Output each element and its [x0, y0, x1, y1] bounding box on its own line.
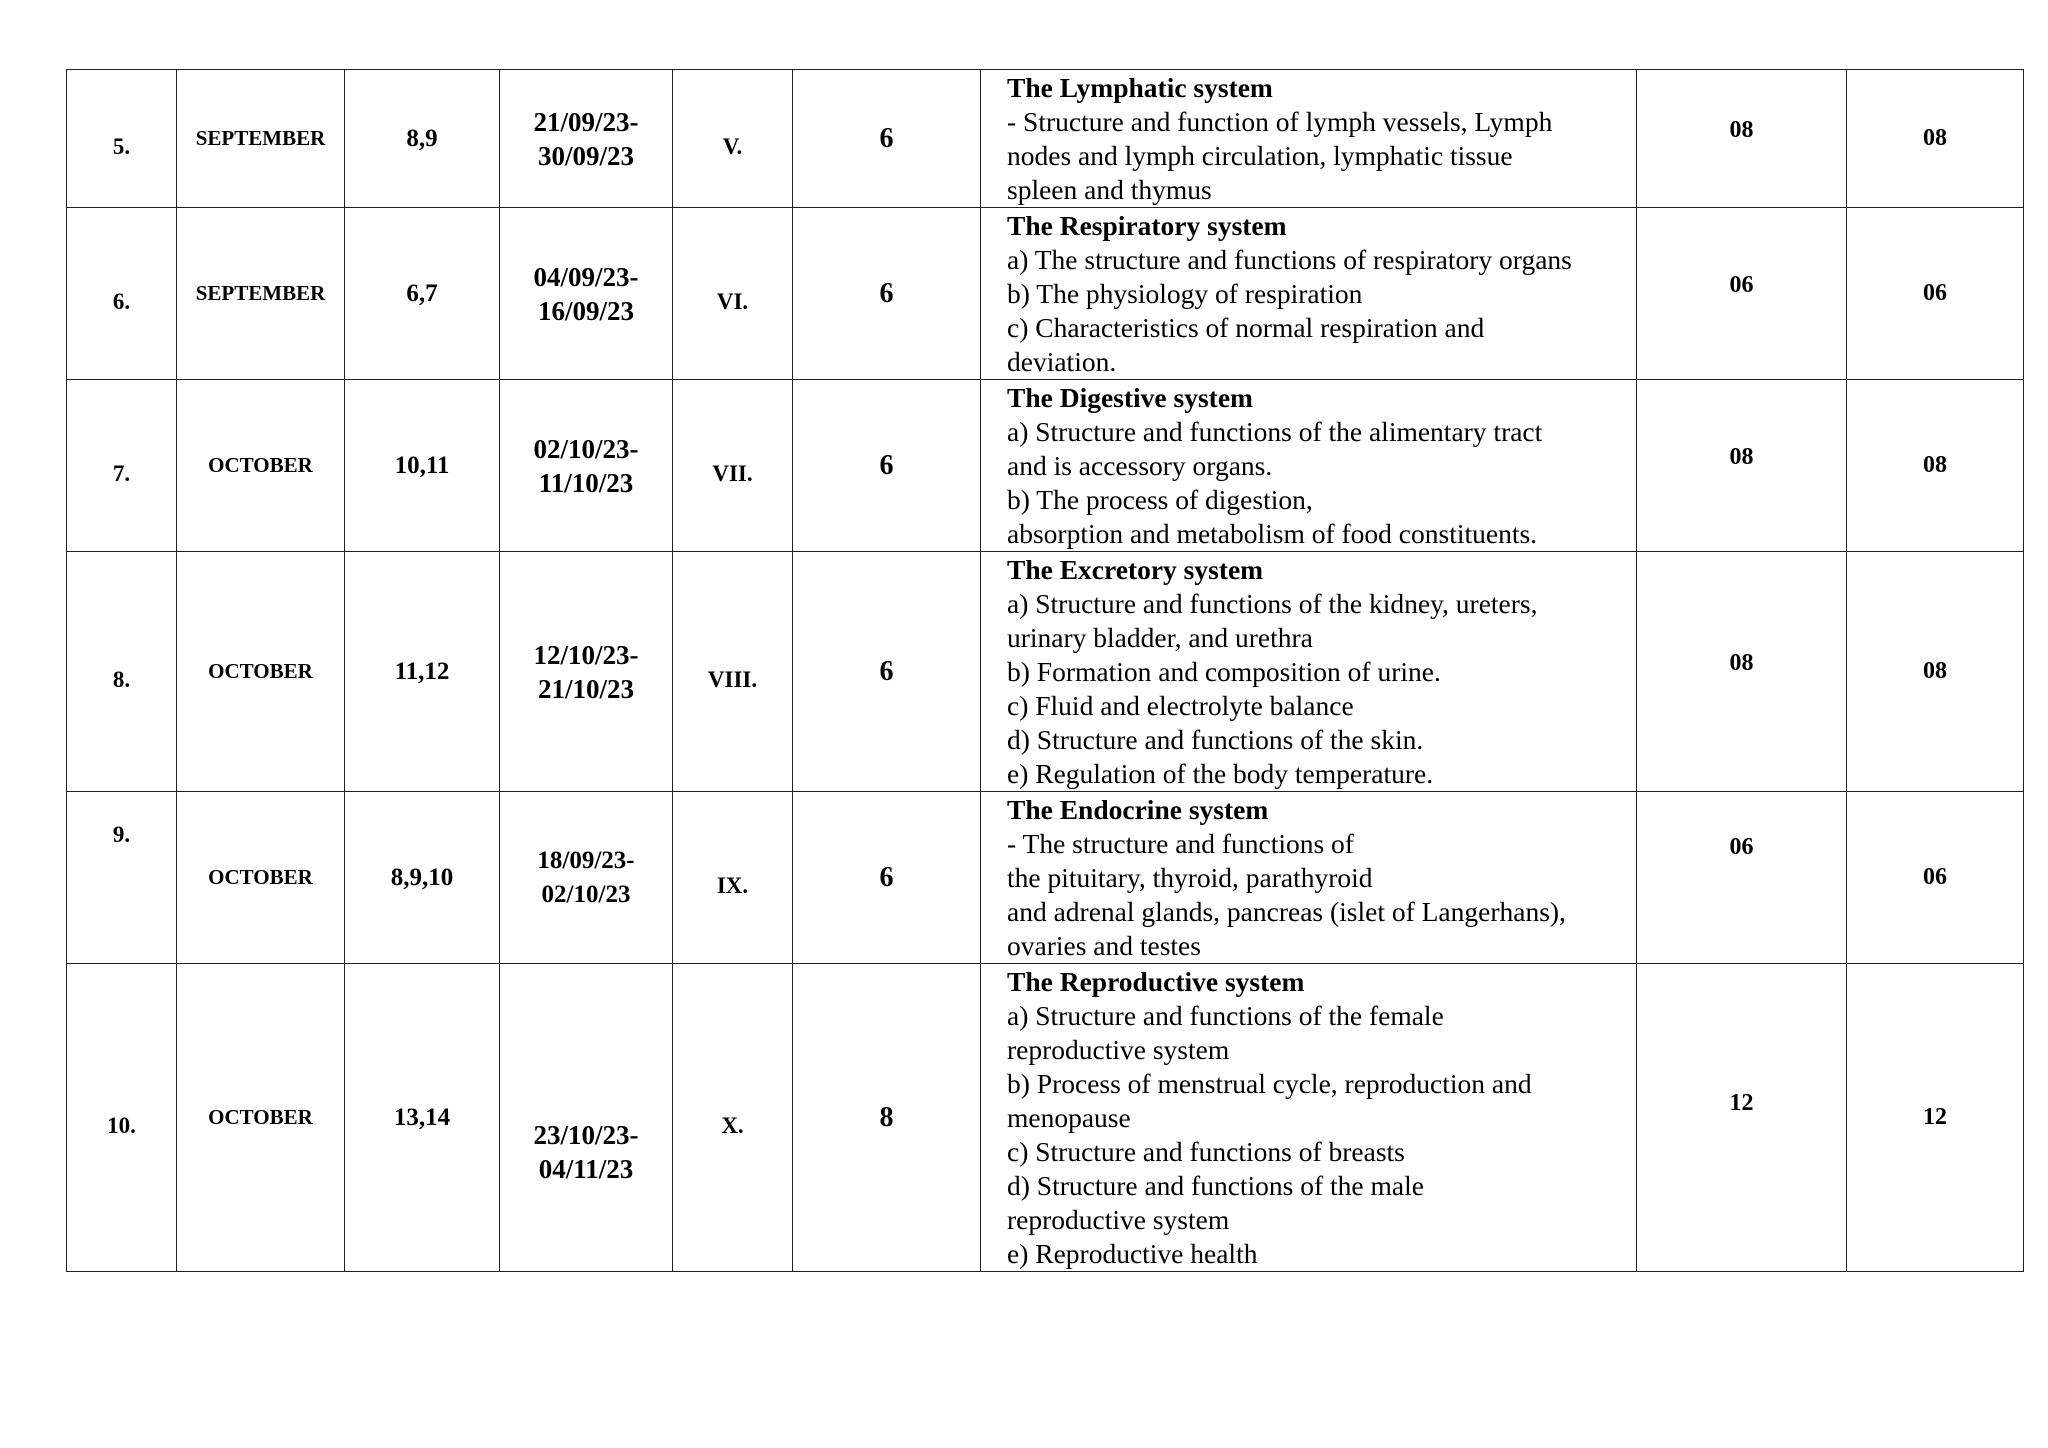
month-cell	[177, 208, 345, 380]
hours-cell	[793, 380, 981, 552]
topic-line: a) Structure and functions of the female	[1007, 1000, 1444, 1031]
total-hours-cell	[1847, 552, 2024, 792]
month-cell	[177, 552, 345, 792]
month: SEPTEMBER	[195, 126, 326, 150]
unit-cell	[673, 380, 793, 552]
hours: 6	[879, 861, 894, 893]
table-row	[67, 70, 2024, 208]
topic-title: The Excretory system	[1007, 554, 1264, 585]
date-range-cell	[500, 70, 673, 208]
table-row	[67, 964, 2024, 1272]
topic-line: and adrenal glands, pancreas (islet of Langerhans),	[1007, 896, 1566, 927]
theory-hours-cell	[1637, 792, 1847, 964]
topic-line: a) The structure and functions of respiratory organs	[1007, 244, 1572, 275]
topic-line: b) Process of menstrual cycle, reproduction and	[1007, 1068, 1532, 1099]
week-cell	[345, 380, 500, 552]
theory-hours: 08	[1729, 117, 1754, 143]
week: 13,14	[393, 1103, 451, 1131]
theory-hours: 08	[1729, 444, 1754, 470]
topic-line: menopause	[1007, 1102, 1131, 1133]
content-cell	[981, 208, 1637, 380]
date-range-cell	[500, 380, 673, 552]
hours: 8	[879, 1101, 894, 1133]
total-hours-cell	[1847, 70, 2024, 208]
week-cell	[345, 208, 500, 380]
unit-cell	[673, 792, 793, 964]
total-hours-cell	[1847, 208, 2024, 380]
date-start: 12/10/23-	[533, 639, 639, 670]
week-cell	[345, 964, 500, 1272]
week: 8,9,10	[390, 863, 454, 891]
topic-line: and is accessory organs.	[1007, 450, 1273, 481]
total-hours: 08	[1923, 658, 1947, 684]
month: OCTOBER	[208, 865, 313, 889]
topic-line: e) Regulation of the body temperature.	[1007, 758, 1434, 789]
month-cell	[177, 964, 345, 1272]
month: OCTOBER	[208, 659, 313, 683]
date-end: 02/10/23	[541, 880, 631, 908]
schedule-table	[66, 69, 2024, 1272]
unit-number: VII.	[712, 460, 753, 486]
total-hours-cell	[1847, 380, 2024, 552]
date-end: 30/09/23	[537, 140, 634, 171]
total-hours: 08	[1923, 125, 1947, 151]
month-cell	[177, 792, 345, 964]
topic-line: a) Structure and functions of the alimentary tract	[1007, 416, 1543, 447]
topic-line: reproductive system	[1007, 1204, 1230, 1235]
serial-number-cell	[67, 552, 177, 792]
serial-number-cell	[67, 792, 177, 964]
unit-number: VI.	[716, 288, 749, 314]
total-hours-cell	[1847, 792, 2024, 964]
month: OCTOBER	[208, 1105, 313, 1129]
hours-cell	[793, 208, 981, 380]
serial-number: 7.	[112, 460, 131, 486]
total-hours: 06	[1923, 864, 1947, 890]
date-end: 11/10/23	[538, 467, 634, 498]
topic-line: a) Structure and functions of the kidney, ureters,	[1007, 588, 1538, 619]
unit-cell	[673, 70, 793, 208]
content-cell	[981, 380, 1637, 552]
week: 6,7	[406, 279, 438, 307]
table-row	[67, 792, 2024, 964]
hours-cell	[793, 792, 981, 964]
topic-title: The Reproductive system	[1007, 966, 1305, 997]
topic-title: The Lymphatic system	[1007, 72, 1273, 103]
unit-cell	[673, 208, 793, 380]
hours-cell	[793, 964, 981, 1272]
topic-line: deviation.	[1007, 346, 1117, 377]
date-range-cell	[500, 792, 673, 964]
topic-line: c) Characteristics of normal respiration and	[1007, 312, 1485, 343]
content-cell	[981, 70, 1637, 208]
theory-hours: 12	[1729, 1090, 1754, 1116]
table-row	[67, 552, 2024, 792]
date-range-cell	[500, 552, 673, 792]
topic-title: The Respiratory system	[1007, 210, 1287, 241]
content-cell	[981, 792, 1637, 964]
total-hours: 06	[1923, 280, 1947, 306]
date-range-cell	[500, 964, 673, 1272]
table-body	[67, 70, 2024, 1272]
date-start: 18/09/23-	[537, 846, 635, 874]
serial-number: 6.	[112, 288, 131, 314]
date-end: 16/09/23	[537, 295, 634, 326]
week-cell	[345, 70, 500, 208]
topic-line: d) Structure and functions of the skin.	[1007, 724, 1424, 755]
unit-number: VIII.	[707, 666, 758, 692]
topic-line: b) The physiology of respiration	[1007, 278, 1363, 309]
topic-line: e) Reproductive health	[1007, 1238, 1258, 1269]
topic-line: ovaries and testes	[1007, 930, 1201, 961]
date-start: 04/09/23-	[533, 261, 639, 292]
hours: 6	[879, 277, 894, 309]
topic-line: absorption and metabolism of food constituents.	[1007, 518, 1538, 549]
topic-line: b) Formation and composition of urine.	[1007, 656, 1441, 687]
total-hours: 12	[1923, 1104, 1947, 1130]
week: 11,12	[394, 657, 450, 685]
hours: 6	[879, 449, 894, 481]
topic-title: The Digestive system	[1007, 382, 1253, 413]
content-cell	[981, 964, 1637, 1272]
theory-hours: 06	[1729, 272, 1754, 298]
week-cell	[345, 552, 500, 792]
topic-line: urinary bladder, and urethra	[1007, 622, 1313, 653]
date-end: 04/11/23	[538, 1153, 634, 1184]
theory-hours-cell	[1637, 964, 1847, 1272]
date-end: 21/10/23	[537, 673, 634, 704]
theory-hours-cell	[1637, 380, 1847, 552]
topic-line: - Structure and function of lymph vessels, Lymph	[1007, 106, 1553, 137]
date-start: 02/10/23-	[533, 433, 639, 464]
date-start: 23/10/23-	[533, 1119, 639, 1150]
week: 8,9	[406, 124, 438, 152]
month: OCTOBER	[208, 453, 313, 477]
unit-cell	[673, 552, 793, 792]
hours-cell	[793, 552, 981, 792]
theory-hours: 08	[1729, 650, 1754, 676]
unit-number: IX.	[716, 872, 749, 898]
serial-number-cell	[67, 70, 177, 208]
week-cell	[345, 792, 500, 964]
unit-number: V.	[722, 133, 743, 159]
week: 10,11	[394, 451, 450, 479]
table-row	[67, 208, 2024, 380]
topic-line: - The structure and functions of	[1007, 828, 1354, 859]
hours: 6	[879, 655, 894, 687]
topic-line: c) Fluid and electrolyte balance	[1007, 690, 1354, 721]
topic-title: The Endocrine system	[1007, 794, 1269, 825]
unit-number: X.	[721, 1112, 744, 1138]
topic-line: spleen and thymus	[1007, 174, 1212, 205]
theory-hours-cell	[1637, 552, 1847, 792]
date-range-cell	[500, 208, 673, 380]
topic-line: d) Structure and functions of the male	[1007, 1170, 1424, 1201]
theory-hours-cell	[1637, 70, 1847, 208]
month: SEPTEMBER	[195, 281, 326, 305]
serial-number: 10.	[107, 1112, 136, 1138]
serial-number: 8.	[112, 666, 131, 692]
date-start: 21/09/23-	[533, 106, 639, 137]
theory-hours: 06	[1729, 834, 1754, 860]
serial-number-cell	[67, 964, 177, 1272]
hours: 6	[879, 122, 894, 154]
hours-cell	[793, 70, 981, 208]
topic-line: b) The process of digestion,	[1007, 484, 1313, 515]
serial-number-cell	[67, 380, 177, 552]
serial-number: 5.	[112, 133, 131, 159]
total-hours: 08	[1923, 452, 1947, 478]
table-row	[67, 380, 2024, 552]
unit-cell	[673, 964, 793, 1272]
content-cell	[981, 552, 1637, 792]
total-hours-cell	[1847, 964, 2024, 1272]
serial-number-cell	[67, 208, 177, 380]
serial-number: 9.	[112, 822, 131, 847]
topic-line: nodes and lymph circulation, lymphatic tissue	[1007, 140, 1513, 171]
topic-line: the pituitary, thyroid, parathyroid	[1007, 862, 1373, 893]
month-cell	[177, 70, 345, 208]
topic-line: reproductive system	[1007, 1034, 1230, 1065]
theory-hours-cell	[1637, 208, 1847, 380]
topic-line: c) Structure and functions of breasts	[1007, 1136, 1405, 1167]
month-cell	[177, 380, 345, 552]
